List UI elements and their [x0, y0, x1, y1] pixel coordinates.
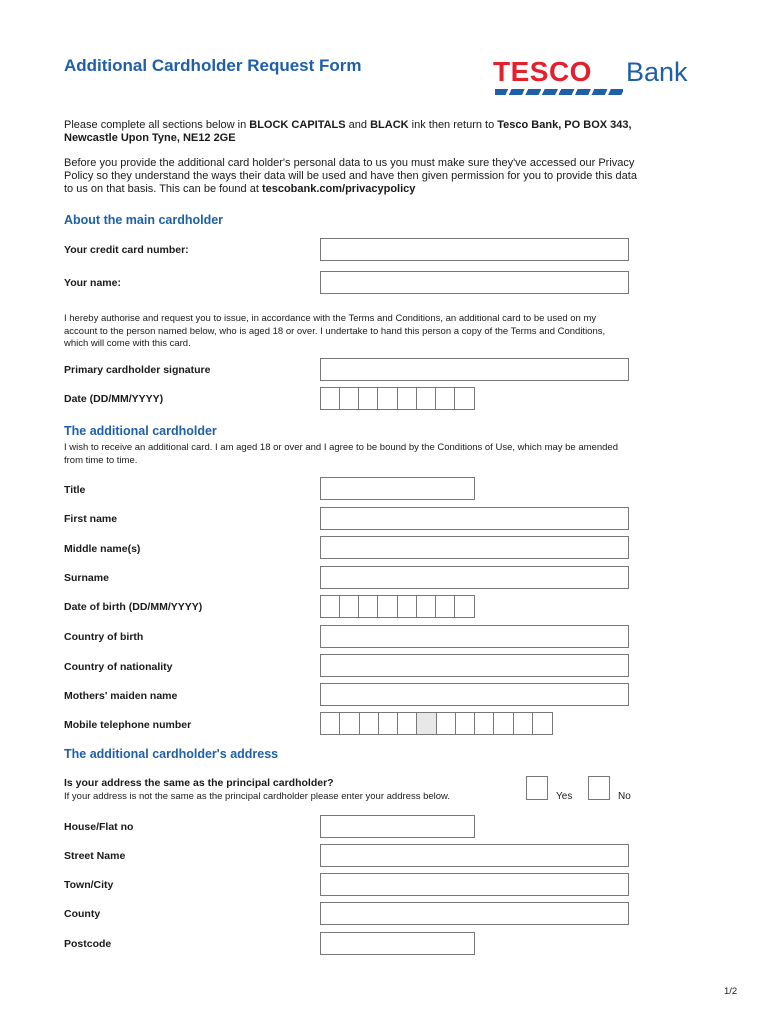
- mobile-field[interactable]: [320, 712, 553, 735]
- county-field[interactable]: [320, 902, 629, 925]
- tesco-bank-logo: [493, 56, 708, 98]
- mobile-digit-cell[interactable]: [379, 713, 398, 734]
- country-of-nationality-field[interactable]: [320, 654, 629, 677]
- intro-instructions: Please complete all sections below in BLOCK CAPITALS and BLACK ink then return to Tesco Bank, PO BOX 343, Newcastle Upon Tyne, NE12 2GE: [64, 119, 632, 144]
- mobile-label: Mobile telephone number: [64, 719, 192, 731]
- maiden-name-field[interactable]: [320, 683, 629, 706]
- no-label: No: [618, 791, 631, 802]
- country-of-nationality-label: Country of nationality: [64, 661, 173, 673]
- street-name-label: Street Name: [64, 850, 126, 862]
- dob-digit-cell[interactable]: [398, 596, 417, 617]
- section-heading-address: The additional cardholder's address: [64, 747, 279, 761]
- title-field[interactable]: [320, 477, 475, 500]
- dob-digit-cell[interactable]: [378, 596, 397, 617]
- section-heading-main-cardholder: About the main cardholder: [64, 213, 224, 227]
- town-city-field[interactable]: [320, 873, 629, 896]
- logo-bank-text: Bank: [626, 57, 688, 87]
- date-digit-cell[interactable]: [398, 388, 417, 409]
- your-name-label: Your name:: [64, 277, 121, 289]
- title-label: Title: [64, 484, 86, 496]
- date-digit-cell[interactable]: [417, 388, 436, 409]
- mobile-digit-cell[interactable]: [321, 713, 340, 734]
- date-field[interactable]: [320, 387, 475, 410]
- first-name-label: First name: [64, 513, 118, 525]
- mobile-digit-cell[interactable]: [456, 713, 475, 734]
- mobile-digit-cell[interactable]: [340, 713, 359, 734]
- date-digit-cell[interactable]: [321, 388, 340, 409]
- same-address-hint: If your address is not the same as the principal cardholder please enter your address below.: [64, 791, 451, 802]
- privacy-notice: Before you provide the additional card holder's personal data to us you must make sure they've accessed our Privacy Policy so they understand the ways their data will be used and have then given permission for you to provide this data to us on that basis. This can be found at tescobank.com/privacypolicy: [64, 157, 637, 195]
- mobile-digit-cell[interactable]: [398, 713, 417, 734]
- dob-digit-cell[interactable]: [321, 596, 340, 617]
- dob-digit-cell[interactable]: [455, 596, 474, 617]
- dob-digit-cell[interactable]: [436, 596, 455, 617]
- maiden-name-label: Mothers' maiden name: [64, 690, 178, 702]
- postcode-field[interactable]: [320, 932, 475, 955]
- card-number-label: Your credit card number:: [64, 244, 189, 256]
- middle-name-label: Middle name(s): [64, 543, 141, 555]
- your-name-field[interactable]: [320, 271, 629, 294]
- surname-label: Surname: [64, 572, 109, 584]
- surname-field[interactable]: [320, 566, 629, 589]
- signature-label: Primary cardholder signature: [64, 364, 211, 376]
- country-of-birth-field[interactable]: [320, 625, 629, 648]
- country-of-birth-label: Country of birth: [64, 631, 144, 643]
- mobile-digit-cell[interactable]: [437, 713, 456, 734]
- dob-digit-cell[interactable]: [340, 596, 359, 617]
- dob-label: Date of birth (DD/MM/YYYY): [64, 601, 203, 613]
- form-title: Additional Cardholder Request Form: [64, 56, 362, 75]
- date-label: Date (DD/MM/YYYY): [64, 393, 164, 405]
- date-digit-cell[interactable]: [455, 388, 474, 409]
- mobile-digit-cell[interactable]: [360, 713, 379, 734]
- same-address-yes-checkbox[interactable]: [526, 776, 548, 800]
- middle-name-field[interactable]: [320, 536, 629, 559]
- page-number: 1/2: [724, 986, 738, 997]
- mobile-digit-cell[interactable]: [533, 713, 552, 734]
- street-name-field[interactable]: [320, 844, 629, 867]
- card-number-field[interactable]: [320, 238, 629, 261]
- same-address-question: Is your address the same as the principal cardholder?: [64, 777, 334, 789]
- section-heading-additional-cardholder: The additional cardholder: [64, 424, 217, 438]
- date-digit-cell[interactable]: [436, 388, 455, 409]
- house-flat-label: House/Flat no: [64, 821, 134, 833]
- house-flat-field[interactable]: [320, 815, 475, 838]
- date-digit-cell[interactable]: [340, 388, 359, 409]
- mobile-digit-cell[interactable]: [514, 713, 533, 734]
- date-digit-cell[interactable]: [359, 388, 378, 409]
- county-label: County: [64, 908, 101, 920]
- dob-field[interactable]: [320, 595, 475, 618]
- date-digit-cell[interactable]: [378, 388, 397, 409]
- privacy-policy-link[interactable]: tescobank.com/privacypolicy: [261, 183, 416, 195]
- yes-label: Yes: [556, 791, 573, 802]
- logo-tesco-text: TESCO: [493, 56, 592, 87]
- dob-digit-cell[interactable]: [359, 596, 378, 617]
- town-city-label: Town/City: [64, 879, 114, 891]
- postcode-label: Postcode: [64, 938, 112, 950]
- logo-stripes-icon: [495, 89, 623, 95]
- consent-text: I wish to receive an additional card. I am aged 18 or over and I agree to be bound by the Conditions of Use, which may be amended from time to time.: [64, 442, 618, 466]
- mobile-digit-cell[interactable]: [417, 713, 436, 734]
- authorisation-text: I hereby authorise and request you to issue, in accordance with the Terms and Conditions, an additional card to be used on my account to the person named below, who is aged 18 or over. I undertake to hand this person a copy of the Terms and Conditions, which will come with this card.: [64, 313, 606, 349]
- first-name-field[interactable]: [320, 507, 629, 530]
- same-address-no-checkbox[interactable]: [588, 776, 610, 800]
- mobile-digit-cell[interactable]: [494, 713, 513, 734]
- dob-digit-cell[interactable]: [417, 596, 436, 617]
- mobile-digit-cell[interactable]: [475, 713, 494, 734]
- signature-field[interactable]: [320, 358, 629, 381]
